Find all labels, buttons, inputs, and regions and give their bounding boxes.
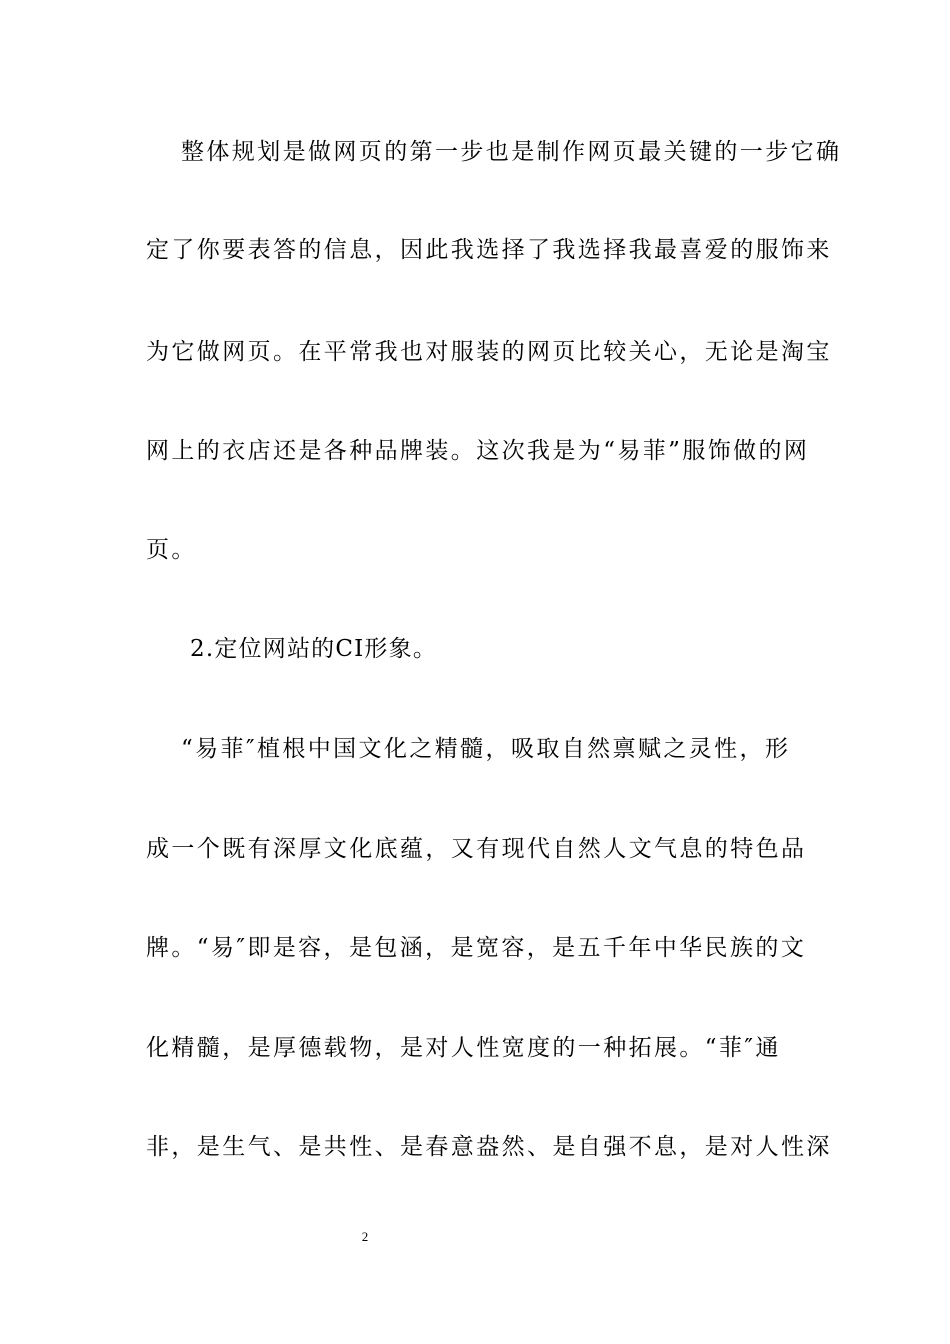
page-number: 2 bbox=[361, 1229, 369, 1244]
paragraph-1-line-1: 整体规划是做网页的第一步也是制作网页最关键的一步它确 bbox=[181, 139, 842, 165]
section-heading: 2.定位网站的CI形象。 bbox=[190, 636, 438, 662]
paragraph-1-line-4: 网上的衣店还是各种品牌装。这次我是为“易菲”服饰做的网 bbox=[146, 438, 810, 464]
paragraph-2-line-3: 牌。“易″即是容，是包涵，是宽容，是五千年中华民族的文 bbox=[146, 935, 807, 961]
paragraph-1-line-3: 为它做网页。在平常我也对服装的网页比较关心，无论是淘宝 bbox=[146, 339, 832, 365]
paragraph-2-line-4: 化精髓，是厚德载物，是对人性宽度的一种拓展。“菲″通 bbox=[146, 1035, 781, 1061]
paragraph-2-line-5: 非，是生气、是共性、是春意盎然、是自强不息，是对人性深 bbox=[146, 1134, 832, 1160]
paragraph-2-line-2: 成一个既有深厚文化底蕴，又有现代自然人文气息的特色品 bbox=[146, 836, 807, 862]
paragraph-1-line-5: 页。 bbox=[146, 537, 197, 563]
paragraph-1-line-2: 定了你要表答的信息，因此我选择了我选择我最喜爱的服饰来 bbox=[146, 237, 832, 263]
paragraph-2-line-1: “易菲″植根中国文化之精髓，吸取自然禀赋之灵性，形 bbox=[181, 736, 791, 762]
